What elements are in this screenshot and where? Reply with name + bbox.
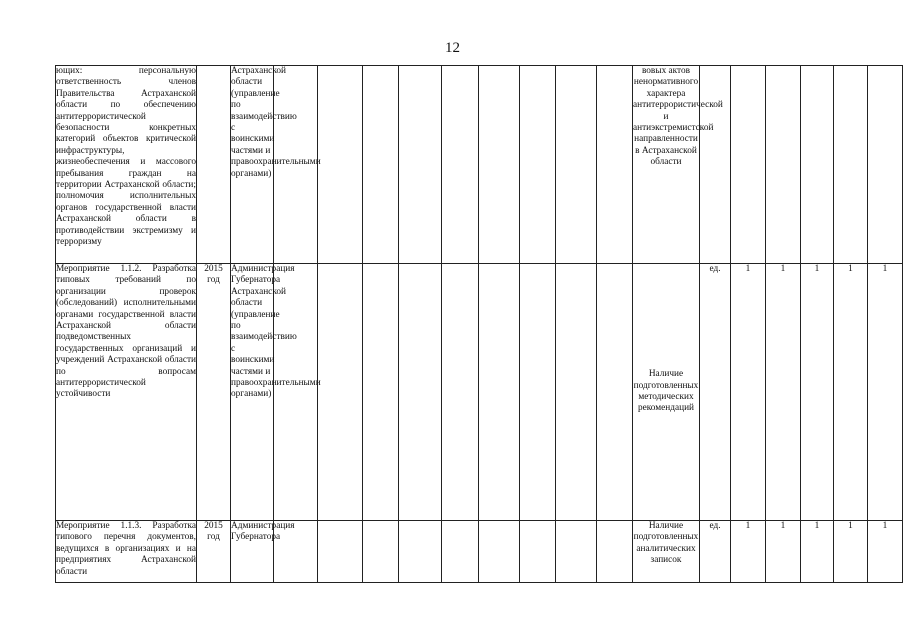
indicator-value [868,66,903,264]
empty-cell [597,66,633,264]
activity-description: ющих: персональную ответственность членов Правительства Астраханской области по обеспечению антитеррористической безопасности конкретных категорий объектов критической инфраструктуры, жизнеобеспечения и массового пребывания граждан на территории Астраханской области; полномочия исполнительных органов государственной власти Астраханской области в противодействии экстремизму и терроризму [56,66,197,264]
empty-cell [442,66,479,264]
empty-cell [274,264,318,521]
empty-cell [479,66,520,264]
indicator-value: 1 [731,264,766,521]
empty-cell [318,264,363,521]
indicator-value: 1 [868,264,903,521]
empty-cell [363,521,399,583]
empty-cell [442,264,479,521]
indicator-name: вовых актов ненормативного характера антитеррористической и антиэкстремистской направленности в Астраханской области [633,66,700,264]
indicator-value: 1 [731,521,766,583]
indicator-value: 1 [766,264,801,521]
indicator-name: Наличие подготовленных методических рекомендаций [633,264,700,521]
activity-executor: Администрация Губернатора Астраханской области (управление по взаимодействию с воинскими частями и правоохранительными органами) [231,264,274,521]
indicator-value: 1 [766,521,801,583]
empty-cell [597,264,633,521]
activity-description: Мероприятие 1.1.2. Разработка типовых требований по организации проверок (обследований) исполнительными органами государственной власти Астраханской области подведомственных государственных организаций и учреждений Астраханской области по вопросам антитеррористической устойчивости [56,264,197,521]
indicator-value [834,66,868,264]
program-table [55,65,903,583]
table-row [56,521,903,583]
empty-cell [399,521,442,583]
indicator-value: 1 [834,521,868,583]
indicator-name: Наличие подготовленных аналитических записок [633,521,700,583]
empty-cell [556,264,597,521]
empty-cell [556,66,597,264]
empty-cell [479,521,520,583]
indicator-value [766,66,801,264]
indicator-value [731,66,766,264]
indicator-value: 1 [868,521,903,583]
empty-cell [318,521,363,583]
empty-cell [556,521,597,583]
indicator-value: 1 [801,264,834,521]
indicator-unit [700,66,731,264]
table-row [56,264,903,521]
activity-executor: Администрация Губернатора [231,521,274,583]
empty-cell [363,264,399,521]
activity-executor: Астраханской области (управление по взаимодействию с воинскими частями и правоохранительными органами) [231,66,274,264]
indicator-unit: ед. [700,521,731,583]
empty-cell [520,66,556,264]
activity-period: 2015 год [197,264,231,521]
activity-description: Мероприятие 1.1.3. Разработка типового перечня документов, ведущихся в организациях и на предприятиях Астраханской области [56,521,197,583]
empty-cell [399,66,442,264]
activity-period [197,66,231,264]
empty-cell [363,66,399,264]
activity-period: 2015 год [197,521,231,583]
table-row [56,66,903,264]
indicator-value: 1 [801,521,834,583]
empty-cell [520,521,556,583]
empty-cell [442,521,479,583]
indicator-value: 1 [834,264,868,521]
empty-cell [479,264,520,521]
indicator-value [801,66,834,264]
empty-cell [399,264,442,521]
indicator-unit: ед. [700,264,731,521]
empty-cell [520,264,556,521]
page-number: 12 [445,40,460,56]
empty-cell [597,521,633,583]
empty-cell [318,66,363,264]
